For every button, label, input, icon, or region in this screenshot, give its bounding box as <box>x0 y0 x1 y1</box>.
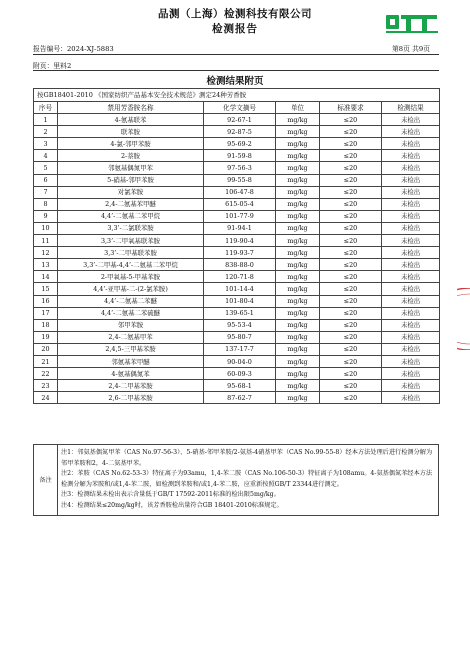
table-row <box>34 174 440 186</box>
amine-name: 4-氨基偶氮苯 <box>58 368 204 380</box>
cas-number: 92-67-1 <box>204 114 276 126</box>
header-requirement: 标准要求 <box>320 102 382 114</box>
cas-number: 101-14-4 <box>204 283 276 295</box>
header-index: 序号 <box>34 102 58 114</box>
requirement: ≤20 <box>320 392 382 404</box>
unit: mg/kg <box>276 235 320 247</box>
company-name: 品测（上海）检测科技有限公司 <box>158 8 312 20</box>
table-row <box>34 283 440 295</box>
row-index: 7 <box>34 186 58 198</box>
cas-number: 92-87-5 <box>204 126 276 138</box>
unit: mg/kg <box>276 380 320 392</box>
note-2: 注2：苯胺（CAS No.62-53-3）特征离子为93amu，1,4-苯二胺（CAS No.106-50-3）特征离子为108amu。4-氨基偶氮苯经本方法检测分解为苯胺和/或1,4-苯二胺，如检测到苯胺和/或1,4-苯二胺，应重新按照GB/T 23344进行测定。 <box>61 470 433 488</box>
table-row <box>34 368 440 380</box>
unit: mg/kg <box>276 392 320 404</box>
attachment-label: 附页：里料2 <box>33 62 72 70</box>
requirement: ≤20 <box>320 259 382 271</box>
unit: mg/kg <box>276 319 320 331</box>
cas-number: 87-62-7 <box>204 392 276 404</box>
requirement: ≤20 <box>320 368 382 380</box>
row-index: 9 <box>34 210 58 222</box>
unit: mg/kg <box>276 174 320 186</box>
cas-number: 120-71-8 <box>204 271 276 283</box>
unit: mg/kg <box>276 307 320 319</box>
unit: mg/kg <box>276 138 320 150</box>
result: 未检出 <box>382 150 440 162</box>
amine-name: 4,4’-二氨基二苯硫醚 <box>58 307 204 319</box>
table-row <box>34 126 440 138</box>
table-row <box>34 186 440 198</box>
unit: mg/kg <box>276 198 320 210</box>
table-row <box>34 222 440 234</box>
unit: mg/kg <box>276 368 320 380</box>
requirement: ≤20 <box>320 186 382 198</box>
cas-number: 101-77-9 <box>204 210 276 222</box>
requirement: ≤20 <box>320 380 382 392</box>
row-index: 6 <box>34 174 58 186</box>
requirement: ≤20 <box>320 283 382 295</box>
unit: mg/kg <box>276 210 320 222</box>
header-unit: 单位 <box>276 102 320 114</box>
amine-name: 4-氯-邻甲苯胺 <box>58 138 204 150</box>
attachment-divider <box>33 70 439 71</box>
requirement: ≤20 <box>320 343 382 355</box>
notes-table <box>33 444 439 516</box>
cas-number: 119-90-4 <box>204 235 276 247</box>
requirement: ≤20 <box>320 150 382 162</box>
notes-label: 备注 <box>34 445 58 516</box>
results-body <box>34 114 440 404</box>
cas-number: 60-09-3 <box>204 368 276 380</box>
result: 未检出 <box>382 283 440 295</box>
result: 未检出 <box>382 222 440 234</box>
cas-number: 97-56-3 <box>204 162 276 174</box>
unit: mg/kg <box>276 283 320 295</box>
unit: mg/kg <box>276 271 320 283</box>
result: 未检出 <box>382 295 440 307</box>
result: 未检出 <box>382 126 440 138</box>
table-row <box>34 343 440 355</box>
amine-name: 2,4-二甲基苯胺 <box>58 380 204 392</box>
amine-name: 4-氨基联苯 <box>58 114 204 126</box>
cas-number: 90-04-0 <box>204 355 276 367</box>
table-row <box>34 138 440 150</box>
row-index: 15 <box>34 283 58 295</box>
requirement: ≤20 <box>320 295 382 307</box>
amine-name: 4,4’-亚甲基-二-(2-氯苯胺) <box>58 283 204 295</box>
table-row <box>34 235 440 247</box>
header-name: 禁用芳香胺名称 <box>58 102 204 114</box>
row-index: 10 <box>34 222 58 234</box>
amine-name: 5-硝基-邻甲苯胺 <box>58 174 204 186</box>
row-index: 8 <box>34 198 58 210</box>
amine-name: 2,4-二氨基苯甲醚 <box>58 198 204 210</box>
unit: mg/kg <box>276 162 320 174</box>
amine-name: 2-萘胺 <box>58 150 204 162</box>
amine-name: 4,4’-二氨基二苯醚 <box>58 295 204 307</box>
unit: mg/kg <box>276 186 320 198</box>
requirement: ≤20 <box>320 222 382 234</box>
requirement: ≤20 <box>320 319 382 331</box>
result: 未检出 <box>382 114 440 126</box>
unit: mg/kg <box>276 114 320 126</box>
row-index: 1 <box>34 114 58 126</box>
row-index: 18 <box>34 319 58 331</box>
row-index: 22 <box>34 368 58 380</box>
table-row <box>34 210 440 222</box>
cas-number: 838-88-0 <box>204 259 276 271</box>
amine-name: 邻氨基偶氮甲苯 <box>58 162 204 174</box>
row-index: 24 <box>34 392 58 404</box>
amine-name: 对氯苯胺 <box>58 186 204 198</box>
result: 未检出 <box>382 138 440 150</box>
unit: mg/kg <box>276 295 320 307</box>
table-row <box>34 307 440 319</box>
table-row <box>34 319 440 331</box>
unit: mg/kg <box>276 259 320 271</box>
unit: mg/kg <box>276 343 320 355</box>
result: 未检出 <box>382 259 440 271</box>
result: 未检出 <box>382 380 440 392</box>
seal-stamp <box>457 288 470 350</box>
result: 未检出 <box>382 343 440 355</box>
requirement: ≤20 <box>320 247 382 259</box>
requirement: ≤20 <box>320 210 382 222</box>
result: 未检出 <box>382 355 440 367</box>
table-row <box>34 114 440 126</box>
row-index: 4 <box>34 150 58 162</box>
amine-name: 3,3’-二甲氧基联苯胺 <box>58 235 204 247</box>
notes-body <box>58 445 439 516</box>
row-index: 13 <box>34 259 58 271</box>
amine-name: 2-甲氧基-5-甲基苯胺 <box>58 271 204 283</box>
table-row <box>34 150 440 162</box>
page-number: 第8页 共9页 <box>392 45 430 53</box>
requirement: ≤20 <box>320 235 382 247</box>
requirement: ≤20 <box>320 162 382 174</box>
results-table <box>33 88 440 404</box>
amine-name: 3,3’-二甲基-4,4’-二氨基二苯甲烷 <box>58 259 204 271</box>
header-cas: 化学文摘号 <box>204 102 276 114</box>
row-index: 23 <box>34 380 58 392</box>
unit: mg/kg <box>276 222 320 234</box>
requirement: ≤20 <box>320 331 382 343</box>
row-index: 3 <box>34 138 58 150</box>
cas-number: 95-53-4 <box>204 319 276 331</box>
table-row <box>34 392 440 404</box>
cas-number: 95-68-1 <box>204 380 276 392</box>
row-index: 11 <box>34 235 58 247</box>
table-row <box>34 162 440 174</box>
table-row <box>34 355 440 367</box>
result: 未检出 <box>382 186 440 198</box>
result: 未检出 <box>382 198 440 210</box>
unit: mg/kg <box>276 247 320 259</box>
requirement: ≤20 <box>320 355 382 367</box>
section-title: 检测结果附页 <box>206 76 264 87</box>
note-1: 注1：邻氨基偶氮甲苯（CAS No.97-56-3）、5-硝基-邻甲苯胺/2-氨基-4硝基甲苯（CAS No.99-55-8）经本方法处理后进行检测分解为邻甲苯胺和2，4-二氨基甲苯。 <box>61 449 433 467</box>
table-row <box>34 271 440 283</box>
row-index: 16 <box>34 295 58 307</box>
amine-name: 3,3’-二氯联苯胺 <box>58 222 204 234</box>
result: 未检出 <box>382 307 440 319</box>
note-3: 注3：检测结果未检出表示含量低于GB/T 17592-2011标准的检出限5mg/kg。 <box>61 491 280 499</box>
row-index: 19 <box>34 331 58 343</box>
amine-name: 联苯胺 <box>58 126 204 138</box>
requirement: ≤20 <box>320 138 382 150</box>
cas-number: 137-17-7 <box>204 343 276 355</box>
cas-number: 615-05-4 <box>204 198 276 210</box>
amine-name: 3,3’-二甲基联苯胺 <box>58 247 204 259</box>
result: 未检出 <box>382 235 440 247</box>
header-divider <box>33 54 439 55</box>
result: 未检出 <box>382 162 440 174</box>
requirement: ≤20 <box>320 271 382 283</box>
report-number: 报告编号：2024-XJ-5883 <box>33 45 114 53</box>
result: 未检出 <box>382 392 440 404</box>
requirement: ≤20 <box>320 114 382 126</box>
table-caption: 按GB18401-2010 《国家纺织产品基本安全技术规范》测定24种芳香胺 <box>34 89 440 102</box>
table-row <box>34 295 440 307</box>
cas-number: 139-65-1 <box>204 307 276 319</box>
cas-number: 99-55-8 <box>204 174 276 186</box>
row-index: 17 <box>34 307 58 319</box>
result: 未检出 <box>382 174 440 186</box>
table-row <box>34 380 440 392</box>
note-4: 注4：检测结果≤20mg/kg时，该芳香胺检出量符合GB 18401-2010标准规定。 <box>61 501 283 509</box>
cas-number: 95-69-2 <box>204 138 276 150</box>
result: 未检出 <box>382 210 440 222</box>
requirement: ≤20 <box>320 198 382 210</box>
document-title: 检测报告 <box>212 23 258 35</box>
result: 未检出 <box>382 331 440 343</box>
unit: mg/kg <box>276 150 320 162</box>
unit: mg/kg <box>276 355 320 367</box>
cas-number: 106-47-8 <box>204 186 276 198</box>
cas-number: 95-80-7 <box>204 331 276 343</box>
table-row <box>34 247 440 259</box>
company-logo <box>386 12 438 34</box>
requirement: ≤20 <box>320 174 382 186</box>
result: 未检出 <box>382 247 440 259</box>
amine-name: 4,4’-二氨基二苯甲烷 <box>58 210 204 222</box>
row-index: 20 <box>34 343 58 355</box>
header-result: 检测结果 <box>382 102 440 114</box>
amine-name: 邻甲苯胺 <box>58 319 204 331</box>
result: 未检出 <box>382 271 440 283</box>
row-index: 21 <box>34 355 58 367</box>
table-row <box>34 331 440 343</box>
table-header-row <box>34 102 440 114</box>
requirement: ≤20 <box>320 307 382 319</box>
cas-number: 91-94-1 <box>204 222 276 234</box>
row-index: 12 <box>34 247 58 259</box>
result: 未检出 <box>382 368 440 380</box>
row-index: 2 <box>34 126 58 138</box>
row-index: 5 <box>34 162 58 174</box>
amine-name: 2,6-二甲基苯胺 <box>58 392 204 404</box>
table-row <box>34 198 440 210</box>
row-index: 14 <box>34 271 58 283</box>
unit: mg/kg <box>276 126 320 138</box>
cas-number: 91-59-8 <box>204 150 276 162</box>
unit: mg/kg <box>276 331 320 343</box>
cas-number: 119-93-7 <box>204 247 276 259</box>
result: 未检出 <box>382 319 440 331</box>
requirement: ≤20 <box>320 126 382 138</box>
cas-number: 101-80-4 <box>204 295 276 307</box>
amine-name: 2,4-二氨基甲苯 <box>58 331 204 343</box>
amine-name: 邻氨基苯甲醚 <box>58 355 204 367</box>
amine-name: 2,4,5-三甲基苯胺 <box>58 343 204 355</box>
table-row <box>34 259 440 271</box>
